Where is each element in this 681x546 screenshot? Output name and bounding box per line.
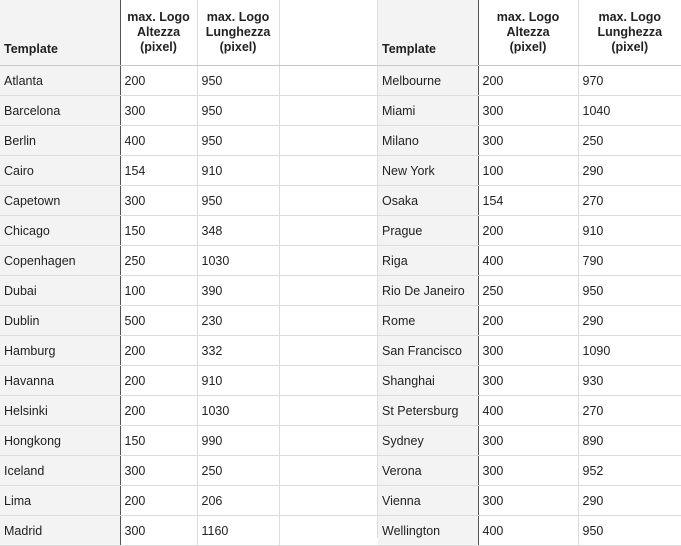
max-width-cell: 290 <box>578 486 681 516</box>
empty-cell <box>279 306 378 336</box>
table-row <box>378 126 681 156</box>
max-width-cell: 1030 <box>197 246 279 276</box>
table-row <box>378 516 681 546</box>
header-line: (pixel) <box>140 40 177 54</box>
max-width-cell: 910 <box>197 366 279 396</box>
max-height-cell: 200 <box>120 366 197 396</box>
max-width-cell: 890 <box>578 426 681 456</box>
template-name-cell: Madrid <box>0 516 120 546</box>
table-row <box>0 126 378 156</box>
table-row <box>0 96 378 126</box>
empty-cell <box>279 426 378 456</box>
max-width-cell: 332 <box>197 336 279 366</box>
table-row <box>0 246 378 276</box>
max-height-cell: 300 <box>120 456 197 486</box>
table-row <box>378 66 681 96</box>
template-name-cell: Melbourne <box>378 66 478 96</box>
max-width-cell: 290 <box>578 156 681 186</box>
max-width-cell: 270 <box>578 396 681 426</box>
max-width-cell: 790 <box>578 246 681 276</box>
max-width-cell: 970 <box>578 66 681 96</box>
empty-cell <box>279 66 378 96</box>
max-height-cell: 200 <box>478 216 578 246</box>
empty-cell <box>279 336 378 366</box>
template-name-cell: Prague <box>378 216 478 246</box>
max-height-cell: 500 <box>120 306 197 336</box>
max-height-cell: 150 <box>120 426 197 456</box>
max-width-cell: 1090 <box>578 336 681 366</box>
max-width-cell: 1030 <box>197 396 279 426</box>
max-width-cell: 950 <box>197 96 279 126</box>
table-row <box>378 186 681 216</box>
header-line: max. Logo <box>598 10 661 24</box>
table-row <box>0 396 378 426</box>
empty-cell <box>279 456 378 486</box>
empty-cell <box>279 96 378 126</box>
max-width-cell: 348 <box>197 216 279 246</box>
table-row <box>0 306 378 336</box>
empty-cell <box>279 396 378 426</box>
empty-cell <box>279 126 378 156</box>
header-line: max. Logo <box>496 10 560 24</box>
template-name-cell: Cairo <box>0 156 120 186</box>
template-name-cell: Wellington <box>378 516 478 546</box>
template-name-cell: Hamburg <box>0 336 120 366</box>
max-height-cell: 200 <box>478 66 578 96</box>
template-name-cell: Chicago <box>0 216 120 246</box>
max-height-cell: 300 <box>478 126 578 156</box>
template-name-cell: San Francisco <box>378 336 478 366</box>
empty-cell <box>279 156 378 186</box>
max-width-cell: 950 <box>197 126 279 156</box>
template-name-cell: New York <box>378 156 478 186</box>
header-line: Lunghezza <box>205 25 271 39</box>
header-line: (pixel) <box>611 40 649 54</box>
max-height-cell: 100 <box>478 156 578 186</box>
header-line: max. Logo <box>206 10 270 24</box>
template-name-cell: Lima <box>0 486 120 516</box>
max-width-cell: 990 <box>197 426 279 456</box>
header-line: max. Logo <box>127 10 190 24</box>
table-row <box>378 216 681 246</box>
template-name-cell: Milano <box>378 126 478 156</box>
template-name-cell: Berlin <box>0 126 120 156</box>
header-row <box>0 0 378 66</box>
header-row <box>378 0 681 66</box>
template-name-cell: Dublin <box>0 306 120 336</box>
max-width-cell: 950 <box>578 276 681 306</box>
max-width-cell: 1040 <box>578 96 681 126</box>
max-height-cell: 300 <box>120 516 197 546</box>
template-name-cell: Vienna <box>378 486 478 516</box>
table-row <box>378 366 681 396</box>
table-row <box>0 486 378 516</box>
max-width-cell: 950 <box>197 66 279 96</box>
max-width-cell: 930 <box>578 366 681 396</box>
max-width-header <box>578 0 681 66</box>
table-row <box>378 156 681 186</box>
max-width-cell: 910 <box>578 216 681 246</box>
template-name-cell: Dubai <box>0 276 120 306</box>
max-width-cell: 230 <box>197 306 279 336</box>
header-line: Altezza <box>506 25 550 39</box>
max-height-cell: 154 <box>120 156 197 186</box>
max-width-cell: 390 <box>197 276 279 306</box>
max-height-cell: 400 <box>478 396 578 426</box>
max-height-cell: 250 <box>120 246 197 276</box>
header-line: (pixel) <box>509 40 547 54</box>
empty-cell <box>279 366 378 396</box>
max-height-cell: 200 <box>120 66 197 96</box>
empty-cell <box>279 216 378 246</box>
max-width-cell: 910 <box>197 156 279 186</box>
header-line: (pixel) <box>219 40 257 54</box>
empty-cell <box>279 486 378 516</box>
table-row <box>0 216 378 246</box>
table-row <box>378 246 681 276</box>
table-row <box>0 426 378 456</box>
template-name-cell: Capetown <box>0 186 120 216</box>
max-width-cell: 206 <box>197 486 279 516</box>
max-height-cell: 300 <box>478 486 578 516</box>
table-row <box>0 456 378 486</box>
max-height-cell: 400 <box>120 126 197 156</box>
max-width-cell: 250 <box>578 126 681 156</box>
max-width-cell: 270 <box>578 186 681 216</box>
max-height-header <box>478 0 578 66</box>
table-row <box>0 66 378 96</box>
table-row <box>378 456 681 486</box>
max-height-cell: 200 <box>120 336 197 366</box>
max-width-cell: 950 <box>578 516 681 546</box>
max-height-cell: 300 <box>120 186 197 216</box>
max-height-cell: 154 <box>478 186 578 216</box>
max-width-cell: 952 <box>578 456 681 486</box>
max-width-cell: 1160 <box>197 516 279 546</box>
table-row <box>0 186 378 216</box>
table-row <box>378 486 681 516</box>
template-header: Template <box>0 0 120 66</box>
max-width-header <box>197 0 279 66</box>
empty-header <box>279 0 378 66</box>
max-height-cell: 300 <box>478 366 578 396</box>
max-height-cell: 200 <box>120 396 197 426</box>
empty-cell <box>279 186 378 216</box>
max-height-cell: 150 <box>120 216 197 246</box>
max-width-cell: 290 <box>578 306 681 336</box>
max-height-cell: 300 <box>478 426 578 456</box>
template-name-cell: Miami <box>378 96 478 126</box>
empty-cell <box>279 276 378 306</box>
max-height-cell: 200 <box>120 486 197 516</box>
template-name-cell: Rome <box>378 306 478 336</box>
table-row <box>378 306 681 336</box>
table-row <box>378 426 681 456</box>
max-height-cell: 300 <box>120 96 197 126</box>
template-name-cell: Iceland <box>0 456 120 486</box>
template-name-cell: Atlanta <box>0 66 120 96</box>
max-width-cell: 250 <box>197 456 279 486</box>
template-name-cell: Hongkong <box>0 426 120 456</box>
template-name-cell: Barcelona <box>0 96 120 126</box>
table-row <box>0 336 378 366</box>
max-height-cell: 400 <box>478 246 578 276</box>
table-row <box>378 276 681 306</box>
max-height-cell: 300 <box>478 96 578 126</box>
template-name-cell: Helsinki <box>0 396 120 426</box>
template-name-cell: Shanghai <box>378 366 478 396</box>
table-row <box>0 366 378 396</box>
empty-cell <box>279 246 378 276</box>
table-row <box>378 336 681 366</box>
right-logo-size-table <box>378 0 681 546</box>
header-line: Lunghezza <box>597 25 663 39</box>
template-header: Template <box>378 0 478 66</box>
max-height-cell: 300 <box>478 456 578 486</box>
table-row <box>0 516 378 546</box>
template-name-cell: Copenhagen <box>0 246 120 276</box>
template-name-cell: Osaka <box>378 186 478 216</box>
max-width-cell: 950 <box>197 186 279 216</box>
max-height-header <box>120 0 197 66</box>
max-height-cell: 200 <box>478 306 578 336</box>
template-name-cell: Sydney <box>378 426 478 456</box>
max-height-cell: 100 <box>120 276 197 306</box>
table-row <box>378 96 681 126</box>
template-name-cell: Verona <box>378 456 478 486</box>
table-row <box>378 396 681 426</box>
empty-cell <box>279 516 378 546</box>
max-height-cell: 300 <box>478 336 578 366</box>
table-row <box>0 156 378 186</box>
header-line: Altezza <box>136 25 181 39</box>
template-name-cell: Havanna <box>0 366 120 396</box>
template-name-cell: St Petersburg <box>378 396 478 426</box>
max-height-cell: 250 <box>478 276 578 306</box>
template-name-cell: Rio De Janeiro <box>378 276 478 306</box>
template-name-cell: Riga <box>378 246 478 276</box>
max-height-cell: 400 <box>478 516 578 546</box>
table-row <box>0 276 378 306</box>
